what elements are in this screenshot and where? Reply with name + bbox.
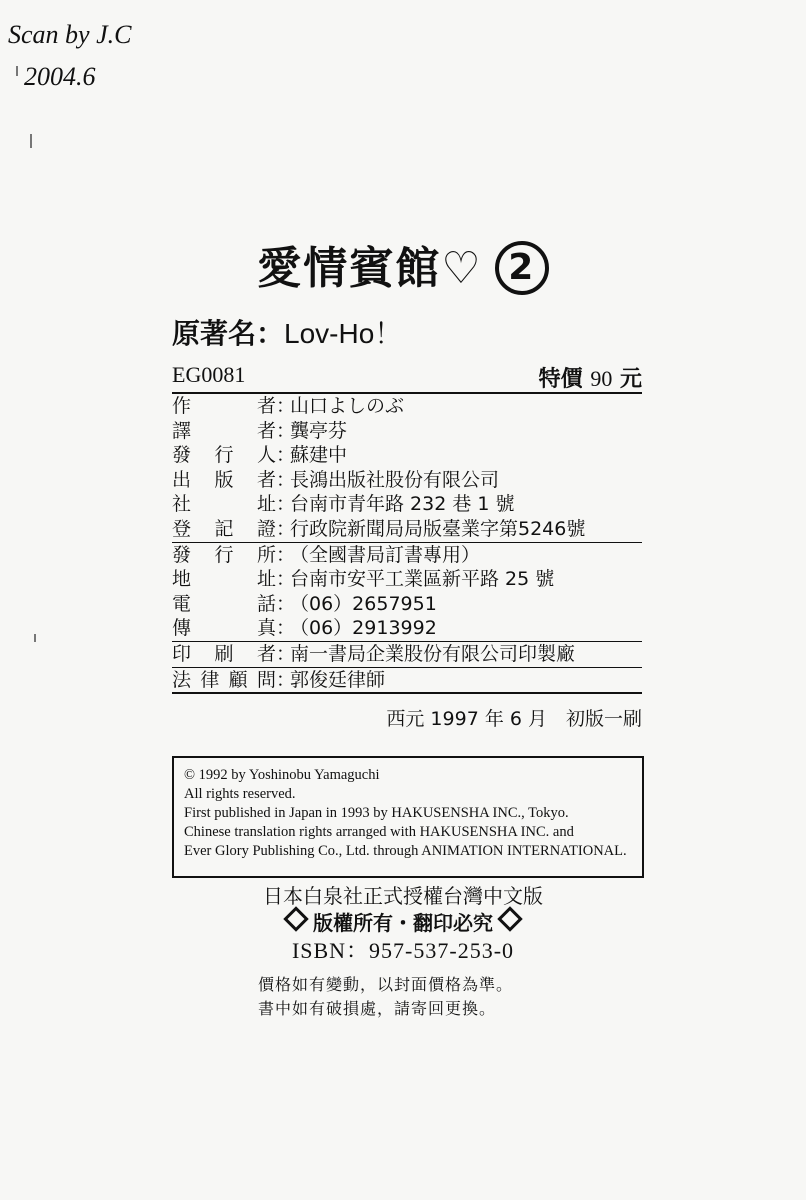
copyright-line: First published in Japan in 1993 by HAKUSENSHA INC., Tokyo. <box>184 805 569 821</box>
info-label: 發行所 <box>172 543 276 566</box>
info-row-author: 作者：山口よしのぶ <box>172 395 405 417</box>
original-title <box>172 312 402 352</box>
scan-smudge-mark <box>34 634 36 642</box>
info-row-issuer: 發行人：蘇建中 <box>172 444 348 467</box>
info-row-translator: 譯者：龔亭芬 <box>172 419 348 442</box>
volume-number-circle: 2 <box>495 241 549 295</box>
info-row-phone: 電話：（06）2657951 <box>172 592 437 615</box>
info-value: 台南市安平工業區新平路 25 號 <box>290 568 555 591</box>
copyright-text <box>184 766 627 861</box>
info-label: 傳真 <box>172 617 276 640</box>
info-value: 蘇建中 <box>290 444 348 467</box>
info-value: （06）2657951 <box>290 592 437 615</box>
book-title <box>0 232 806 296</box>
info-value: 台南市青年路 232 巷 1 號 <box>290 493 515 516</box>
price-change-note: 價格如有變動，以封面價格為準。 <box>258 975 514 994</box>
copyright-line: © 1992 by Yoshinobu Yamaguchi <box>184 767 380 783</box>
copyright-line: Chinese translation rights arranged with HAKUSENSHA INC. and <box>184 824 574 840</box>
info-row-fax: 傳真：（06）2913992 <box>172 616 642 642</box>
price-label: 特價 <box>538 367 583 392</box>
info-label: 法律顧問 <box>172 668 276 691</box>
info-label: 發行人 <box>172 444 276 467</box>
rights-statement <box>0 907 806 936</box>
info-label: 譯者 <box>172 419 276 442</box>
isbn: ISBN：957-537-253-0 <box>291 938 515 963</box>
scan-smudge-mark <box>16 66 18 76</box>
info-label: 作者 <box>172 395 276 417</box>
info-value: 郭俊廷律師 <box>290 668 386 691</box>
price-amount: 90 <box>590 366 613 391</box>
info-label: 地址 <box>172 568 276 591</box>
copyright-box <box>172 756 644 878</box>
original-title-value: Lov-Ho！ <box>284 318 403 349</box>
scan-smudge-mark <box>30 134 32 148</box>
info-label: 社址 <box>172 493 276 516</box>
info-row-legal-advisor: 法律顧問：郭俊廷律師 <box>172 668 642 695</box>
original-title-label: 原著名： <box>172 317 285 350</box>
info-value: 龔亭芬 <box>290 419 348 442</box>
license-statement: 日本白泉社正式授權台灣中文版 <box>263 884 543 908</box>
info-row-company-address: 社址：台南市青年路 232 巷 1 號 <box>172 493 515 516</box>
info-row-publisher: 出版者：長鴻出版社股份有限公司 <box>172 468 500 491</box>
info-row-distributor-address: 地址：台南市安平工業區新平路 25 號 <box>172 568 555 591</box>
info-label: 出版者 <box>172 468 276 491</box>
code-price-line <box>172 362 642 394</box>
info-value: （全國書局訂書專用） <box>290 543 481 566</box>
info-value: 行政院新聞局局版臺業字第5246號 <box>290 517 586 540</box>
info-label: 印刷者 <box>172 642 276 665</box>
edition-date: 西元 1997 年 6 月 初版一刷 <box>386 708 642 730</box>
price <box>539 362 642 393</box>
info-value: 山口よしのぶ <box>290 395 405 417</box>
diamond-icon <box>497 906 522 931</box>
info-row-printer: 印刷者：南一書局企業股份有限公司印製廠 <box>172 642 642 668</box>
product-code: EG0081 <box>172 362 246 387</box>
info-row-distributor: 發行所：（全國書局訂書專用） <box>172 543 481 566</box>
info-label: 登記證 <box>172 517 276 540</box>
info-value: 南一書局企業股份有限公司印製廠 <box>290 642 576 665</box>
rights-text: 版權所有・翻印必究 <box>313 911 493 935</box>
publication-info-table <box>172 394 642 694</box>
info-value: （06）2913992 <box>290 617 437 640</box>
book-title-text: 愛情賓館♡ <box>257 243 483 294</box>
diamond-icon <box>283 906 308 931</box>
info-row-registration: 登記證：行政院新聞局局版臺業字第5246號 <box>172 517 642 543</box>
info-label: 電話 <box>172 592 276 615</box>
info-value: 長鴻出版社股份有限公司 <box>290 468 500 491</box>
damage-return-note: 書中如有破損處，請寄回更換。 <box>258 999 497 1018</box>
scan-credit-line2: 2004.6 <box>24 62 96 91</box>
price-unit: 元 <box>619 367 642 392</box>
copyright-line: Ever Glory Publishing Co., Ltd. through ANIMATION INTERNATIONAL. <box>184 843 627 859</box>
scan-credit-line1: Scan by J.C <box>8 20 132 49</box>
copyright-line: All rights reserved. <box>184 786 296 802</box>
